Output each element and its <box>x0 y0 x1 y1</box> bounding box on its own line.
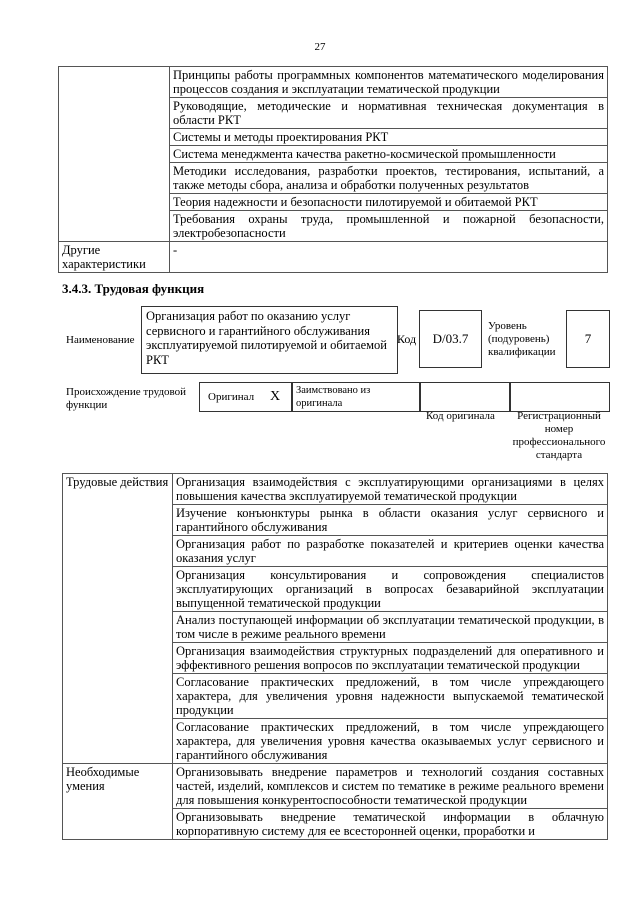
action-item: Изучение конъюнктуры рынка в области оказания услуг сервисного и гарантийного обслуживания <box>173 505 608 536</box>
section-title: 3.4.3. Трудовая функция <box>62 281 205 296</box>
original-box <box>199 382 293 412</box>
other-characteristics-value: - <box>170 242 608 273</box>
labor-table <box>62 473 608 840</box>
action-item: Организация взаимодействия с эксплуатирующими организациями в целях повышения качества эксплуатируемой тематической продукции <box>173 474 608 505</box>
label-cell-empty <box>59 67 170 242</box>
knowledge-item: Система менеджмента качества ракетно-космической промышленности <box>170 146 608 163</box>
skills-label: Необходимые умения <box>63 764 173 840</box>
knowledge-item: Системы и методы проектирования РКТ <box>170 129 608 146</box>
action-item: Организация работ по разработке показателей и критериев оценки качества оказания услуг <box>173 536 608 567</box>
origin-label: Происхождение трудовой функции <box>66 386 187 411</box>
reg-number-box <box>509 382 610 412</box>
knowledge-item: Теория надежности и безопасности пилотируемой и обитаемой РКТ <box>170 194 608 211</box>
name-label: Наименование <box>66 334 135 346</box>
knowledge-item: Принципы работы программных компонентов математического моделирования процессов создания и эксплуатации тематической продукции <box>170 67 608 98</box>
code-original-box <box>419 382 511 412</box>
function-name: Организация работ по оказанию услуг сервисного и гарантийного обслуживания эксплуатируемой пилотируемой и обитаемой РКТ <box>141 306 398 374</box>
other-characteristics-label: Другие характеристики <box>59 242 170 273</box>
knowledge-item: Требования охраны труда, промышленной и пожарной безопасности, электробезопасности <box>170 211 608 242</box>
page-number: 27 <box>314 41 326 53</box>
reg-number-label: Регистрационный номер профессионального стандарта <box>512 410 606 461</box>
skill-item: Организовывать внедрение тематической информации в облачную корпоративную систему для ее всесторонней оценки, проработки и <box>173 809 608 840</box>
borrowed-box <box>291 382 421 412</box>
original-label: Оригинал <box>208 391 255 403</box>
code-label: Код <box>397 332 417 346</box>
action-item: Согласование практических предложений, в том числе упреждающего характера, для увеличения уровня качества оказываемых услуг сервисного и гарантийного обслуживания <box>173 719 608 764</box>
level-label: Уровень (подуровень) квалификации <box>488 320 556 358</box>
actions-label: Трудовые действия <box>63 474 173 764</box>
action-item: Организация консультирования и сопровождения специалистов эксплуатирующих организаций в вопросах безаварийной эксплуатации выпущенной тематической продукции <box>173 567 608 612</box>
action-item: Организация взаимодействия структурных подразделений для оперативного и эффективного решения вопросов по эксплуатации тематической продукции <box>173 643 608 674</box>
knowledge-item: Руководящие, методические и нормативная техническая документация в области РКТ <box>170 98 608 129</box>
borrowed-label: Заимствовано из оригинала <box>296 385 371 409</box>
code-original-label: Код оригинала <box>426 410 495 422</box>
level-value: 7 <box>566 310 610 368</box>
knowledge-item: Методики исследования, разработки проектов, тестирования, испытаний, а также методы сбора, анализа и обработки полученных результатов <box>170 163 608 194</box>
code-value: D/03.7 <box>419 310 482 368</box>
action-item: Согласование практических предложений, в том числе упреждающего характера, для увеличения уровня надежности выпускаемой тематической продукции <box>173 674 608 719</box>
original-mark: X <box>270 389 281 404</box>
knowledge-table <box>58 66 608 273</box>
skill-item: Организовывать внедрение параметров и технологий создания составных частей, изделий, комплексов и систем по тематике в режиме реального времени для повышения конкурентоспособности тематической продукции <box>173 764 608 809</box>
action-item: Анализ поступающей информации об эксплуатации тематической продукции, в том числе в режиме реального времени <box>173 612 608 643</box>
